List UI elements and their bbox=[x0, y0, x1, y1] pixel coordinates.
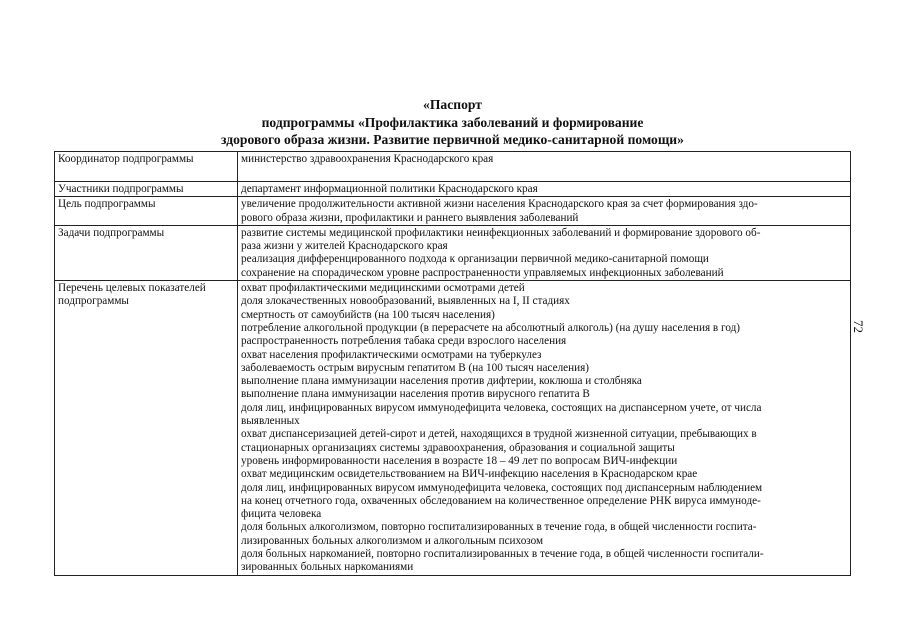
indicator-line: охват населения профилактическими осмотрами на туберкулез bbox=[241, 348, 542, 361]
indicator-line: потребление алкогольной продукции (в перерасчете на абсолютный алкоголь) (на душу населения в год) bbox=[241, 321, 741, 334]
title-line-1: «Паспорт bbox=[423, 97, 482, 112]
table-row bbox=[55, 182, 851, 197]
indicator-line: распространенность потребления табака среди взрослого населения bbox=[241, 335, 567, 348]
indicator-line: доля лиц, инфицированных вирусом иммунодефицита человека, состоящих под диспансерным наблюдением bbox=[241, 481, 763, 494]
table-row bbox=[55, 281, 851, 576]
task-line: раза жизни у жителей Краснодарского края bbox=[241, 240, 448, 253]
task-line: сохранение на спорадическом уровне распространенности управляемых инфекционных заболеваний bbox=[241, 266, 724, 279]
indicator-line: фицита человека bbox=[241, 508, 322, 521]
table-row bbox=[55, 225, 851, 280]
indicators-label-line: Перечень целевых показателей bbox=[58, 282, 206, 295]
indicator-line: охват профилактическими медицинскими осмотрами детей bbox=[241, 282, 525, 295]
indicator-line: охват медицинским освидетельствованием на ВИЧ-инфекцию населения в Краснодарском крае bbox=[241, 468, 698, 481]
task-line: реализация дифференцированного подхода к организации первичной медико-санитарной помощи bbox=[241, 253, 709, 266]
indicator-line: выполнение плана иммунизации населения против дифтерии, коклюша и столбняка bbox=[241, 375, 642, 388]
indicator-line: заболеваемость острым вирусным гепатитом В (на 100 тысяч населения) bbox=[241, 361, 589, 374]
coordinator-label: Координатор подпрограммы bbox=[55, 152, 238, 182]
table-row bbox=[55, 197, 851, 226]
indicator-line: смертность от самоубийств (на 100 тысяч населения) bbox=[241, 308, 495, 321]
indicator-line: доля злокачественных новообразований, выявленных на I, II стадиях bbox=[241, 295, 570, 308]
goal-line: увеличение продолжительности активной жизни населения Краснодарского края за счет формирования здо- bbox=[241, 198, 758, 211]
goal-label: Цель подпрограммы bbox=[55, 197, 238, 226]
title-line-3: здорового образа жизни. Развитие первичной медико-санитарной помощи» bbox=[221, 132, 684, 147]
indicators-value bbox=[238, 281, 851, 576]
participants-label: Участники подпрограммы bbox=[55, 182, 238, 197]
passport-table bbox=[54, 151, 851, 576]
indicator-line: стационарных организациях системы здравоохранения, образования и социальной защиты bbox=[241, 441, 675, 454]
indicator-line: выполнение плана иммунизации населения против вирусного гепатита В bbox=[241, 388, 590, 401]
table-row bbox=[55, 152, 851, 182]
indicator-line: доля лиц, инфицированных вирусом иммунодефицита человека, состоящих на диспансерном учете, от числа bbox=[241, 401, 762, 414]
indicator-line: доля больных алкоголизмом, повторно госпитализированных в течение года, в общей численности госпита- bbox=[241, 521, 757, 534]
indicator-line: на конец отчетного года, охваченных обследованием на количественное определение РНК вируса иммуноде- bbox=[241, 494, 761, 507]
indicator-line: доля больных наркоманией, повторно госпитализированных в течение года, в общей численности госпитали- bbox=[241, 548, 764, 561]
page-number: 72 bbox=[851, 320, 866, 333]
indicator-line: выявленных bbox=[241, 415, 300, 428]
coordinator-value: министерство здравоохранения Краснодарского края bbox=[238, 152, 851, 182]
participants-value: департамент информационной политики Краснодарского края bbox=[238, 182, 851, 197]
title-line-2: подпрограммы «Профилактика заболеваний и формирование bbox=[261, 114, 644, 130]
task-line: развитие системы медицинской профилактики неинфекционных заболеваний и формирование здорового об- bbox=[241, 226, 761, 239]
indicator-line: охват диспансеризацией детей-сирот и детей, находящихся в трудной жизненной ситуации, пребывающих в bbox=[241, 428, 757, 441]
indicators-label-line: подпрограммы bbox=[58, 295, 129, 308]
indicator-line: зированных больных наркоманиями bbox=[241, 561, 414, 574]
tasks-label: Задачи подпрограммы bbox=[55, 225, 238, 280]
tasks-value bbox=[238, 225, 851, 280]
indicators-label bbox=[55, 281, 238, 576]
passport-title bbox=[0, 96, 905, 149]
indicator-line: уровень информированности населения в возрасте 18 – 49 лет по вопросам ВИЧ-инфекции bbox=[241, 454, 678, 467]
goal-value bbox=[238, 197, 851, 226]
indicator-line: лизированных больных алкоголизмом и алкогольным психозом bbox=[241, 534, 544, 547]
goal-line: рового образа жизни, профилактики и раннего выявления заболеваний bbox=[241, 211, 579, 224]
